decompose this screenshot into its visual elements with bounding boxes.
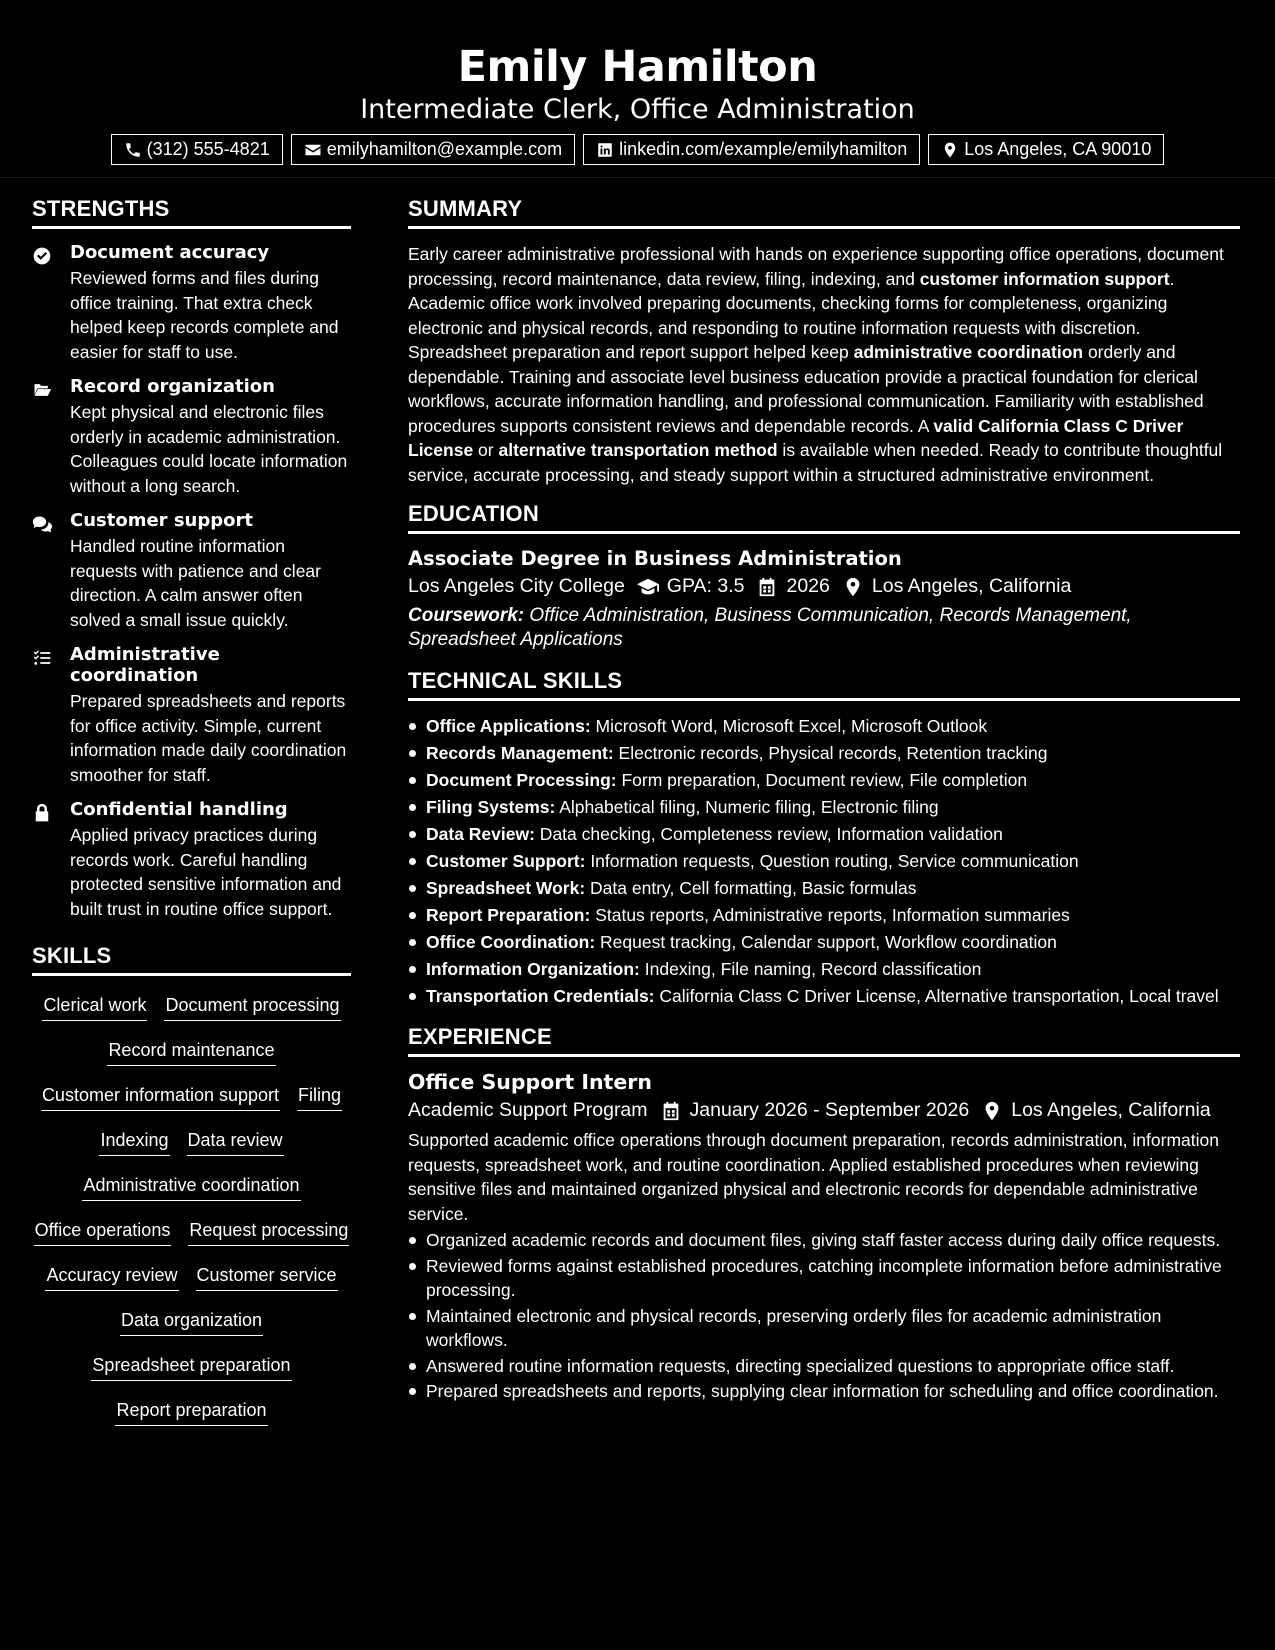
lock-icon: [32, 803, 52, 823]
linkedin-icon: [596, 141, 614, 159]
tech-label: Filing Systems:: [426, 797, 556, 817]
chat-bubbles-icon: [32, 514, 52, 534]
strength-title: Confidential handling: [70, 799, 288, 820]
tech-value: Electronic records, Physical records, Retention tracking: [613, 743, 1048, 763]
summary-part: orderly and dependable. Training and associate level business education provide a practical foundation for clerical workflows, accurate information handling, and professional communication. Familiarity with established procedures supports consistent reviews and dependable records. A: [408, 342, 1204, 436]
degree-title: Associate Degree in Business Administration: [408, 547, 902, 570]
job-description: Supported academic office operations through document preparation, records administration, information requests, spreadsheet work, and routine coordination. Applied established procedures when reviewing sensitive files and maintained organized physical and electronic records for dependable administrative service.: [408, 1130, 1219, 1224]
resume-header: [0, 0, 1275, 178]
list-item: [408, 876, 1240, 900]
skill-tag: Filing: [297, 1083, 342, 1111]
contact-linkedin[interactable]: [583, 134, 920, 165]
strength-desc: Prepared spreadsheets and reports for office activity. Simple, current information made daily coordination smoother for staff.: [70, 691, 347, 785]
tech-value: Status reports, Administrative reports, Information summaries: [590, 905, 1070, 925]
skill-tag: Customer information support: [41, 1083, 280, 1111]
skill-tag: Record maintenance: [107, 1038, 275, 1066]
summary-part: . Academic office work involved preparing documents, checking forms for completeness, organizing electronic and physical records, and responding to routine information requests with discretion. Spreadsheet preparation and report support helped keep: [408, 268, 1175, 362]
contact-email[interactable]: [291, 134, 575, 165]
list-item: Reviewed forms against established procedures, catching incomplete information before administrative processing.: [408, 1254, 1240, 1303]
tech-label: Information Organization:: [426, 959, 640, 979]
tech-label: Transportation Credentials:: [426, 986, 655, 1006]
list-item: [408, 714, 1240, 738]
strengths-heading: STRENGTHS: [32, 196, 351, 229]
summary-highlight: valid California Class C Driver License: [408, 415, 1184, 460]
job-bullets: [408, 1228, 1240, 1404]
graduation-cap-icon: [637, 576, 659, 598]
job-dates: January 2026 - September 2026: [689, 1099, 970, 1121]
tech-value: Form preparation, Document review, File completion: [616, 770, 1028, 790]
strength-desc: Applied privacy practices during records work. Careful handling protected sensitive information and built trust in routine office support.: [70, 825, 342, 919]
tech-label: Customer Support:: [426, 851, 586, 871]
strength-title: Customer support: [70, 510, 253, 531]
strength-desc: Handled routine information requests with patience and clear direction. A calm answer often solved a small issue quickly.: [70, 536, 321, 630]
skill-tag: Accuracy review: [45, 1263, 178, 1291]
summary-highlight: alternative transportation method: [498, 440, 778, 460]
tech-label: Office Coordination:: [426, 932, 596, 952]
tech-value: Indexing, File naming, Record classification: [639, 959, 982, 979]
job-location: Los Angeles, California: [1011, 1099, 1211, 1121]
map-pin-icon: [981, 1100, 1003, 1122]
skills-heading: SKILLS: [32, 943, 351, 976]
skill-tag: Request processing: [188, 1218, 349, 1246]
strength-desc: Reviewed forms and files during office training. That extra check helped keep records complete and easier for staff to use.: [70, 268, 339, 362]
tech-value: Information requests, Question routing, Service communication: [585, 851, 1079, 871]
gpa-text: GPA: 3.5: [666, 575, 745, 597]
map-pin-icon: [842, 576, 864, 598]
list-item: [408, 741, 1240, 765]
summary-heading: SUMMARY: [408, 196, 1240, 229]
folder-open-icon: [32, 380, 52, 400]
school-location: Los Angeles, California: [871, 575, 1072, 597]
left-column: [32, 196, 351, 1443]
contact-bar: [0, 134, 1275, 165]
tech-label: Spreadsheet Work:: [426, 878, 586, 898]
calendar-icon: [756, 576, 778, 598]
contact-location: [928, 134, 1164, 165]
summary-part: or: [473, 440, 499, 460]
list-item: [408, 984, 1240, 1008]
candidate-name: Emily Hamilton: [457, 42, 818, 92]
strength-title: Administrative coordination: [70, 644, 220, 686]
right-column: [408, 196, 1240, 1405]
checklist-icon: [32, 648, 52, 668]
summary-part: is available when needed. Ready to contribute thoughtful service, accurate processing, and steady support within a structured administrative environment.: [408, 440, 1223, 485]
list-item: Prepared spreadsheets and reports, supplying clear information for scheduling and office coordination.: [408, 1379, 1240, 1404]
strength-desc: Kept physical and electronic files orderly in academic administration. Colleagues could locate information without a long search.: [70, 402, 348, 496]
skill-tag: Customer service: [196, 1263, 338, 1291]
tech-label: Report Preparation:: [426, 905, 591, 925]
technical-skills-heading: TECHNICAL SKILLS: [408, 668, 1240, 701]
list-item: [408, 768, 1240, 792]
map-pin-icon: [941, 141, 959, 159]
skill-tag: Report preparation: [115, 1398, 267, 1426]
skill-tag: Document processing: [164, 993, 340, 1021]
tech-value: Data checking, Completeness review, Information validation: [534, 824, 1003, 844]
list-item: [408, 822, 1240, 846]
skill-tag: Office operations: [34, 1218, 172, 1246]
phone-icon: [124, 141, 142, 159]
tech-label: Office Applications:: [426, 716, 591, 736]
tech-label: Data Review:: [426, 824, 535, 844]
education-heading: EDUCATION: [408, 501, 1240, 534]
summary-text: [408, 242, 1240, 487]
experience-heading: EXPERIENCE: [408, 1024, 1240, 1057]
candidate-role: Intermediate Clerk, Office Administration: [360, 94, 915, 125]
envelope-icon: [304, 141, 322, 159]
skill-tag: Indexing: [99, 1128, 169, 1156]
summary-highlight: customer information support: [919, 268, 1170, 289]
strength-item: [32, 644, 351, 787]
job-title: Office Support Intern: [408, 1070, 652, 1094]
tech-value: Alphabetical filing, Numeric filing, Electronic filing: [555, 797, 939, 817]
coursework: [408, 604, 1240, 652]
job-org: Academic Support Program: [408, 1099, 648, 1121]
list-item: [408, 849, 1240, 873]
coursework-label: Coursework:: [408, 605, 525, 626]
tech-value: Data entry, Cell formatting, Basic formulas: [585, 878, 917, 898]
strength-item: [32, 376, 351, 498]
phone-text: (312) 555-4821: [146, 139, 270, 159]
location-text: Los Angeles, CA 90010: [964, 139, 1152, 159]
email-text: emilyhamilton@example.com: [326, 139, 563, 159]
list-item: [408, 930, 1240, 954]
skills-list: [32, 993, 351, 1443]
skill-tag: Data organization: [120, 1308, 263, 1336]
tech-label: Records Management:: [426, 743, 614, 763]
check-circle-icon: [32, 246, 52, 266]
school-name: Los Angeles City College: [408, 575, 625, 597]
skill-tag: Data review: [187, 1128, 284, 1156]
list-item: [408, 903, 1240, 927]
tech-value: Request tracking, Calendar support, Workflow coordination: [595, 932, 1057, 952]
coursework-list: Office Administration, Business Communication, Records Management, Spreadsheet Applications: [408, 605, 1132, 650]
linkedin-text: linkedin.com/example/emilyhamilton: [619, 139, 908, 159]
list-item: Answered routine information requests, directing specialized questions to appropriate office staff.: [408, 1354, 1240, 1379]
list-item: Organized academic records and document files, giving staff faster access during daily office requests.: [408, 1228, 1240, 1253]
list-item: [408, 957, 1240, 981]
strength-item: [32, 799, 351, 921]
strength-item: [32, 242, 351, 364]
summary-highlight: administrative coordination: [853, 342, 1084, 362]
list-item: [408, 795, 1240, 819]
technical-skills-list: [408, 714, 1240, 1008]
strength-title: Record organization: [70, 376, 275, 397]
calendar-icon: [660, 1100, 682, 1122]
summary-part: Early career administrative professional with hands on experience supporting office operations, document processing, record maintenance, data review, filing, indexing, and: [408, 244, 1224, 289]
job-meta: [408, 1099, 1240, 1122]
tech-value: California Class C Driver License, Alternative transportation, Local travel: [654, 986, 1219, 1006]
education-meta: [408, 575, 1240, 598]
tech-label: Document Processing:: [426, 770, 617, 790]
skill-tag: Clerical work: [42, 993, 147, 1021]
skill-tag: Spreadsheet preparation: [91, 1353, 291, 1381]
strength-title: Document accuracy: [70, 242, 270, 263]
list-item: Maintained electronic and physical records, preserving orderly files for academic administration workflows.: [408, 1304, 1240, 1353]
skill-tag: Administrative coordination: [82, 1173, 300, 1201]
tech-value: Microsoft Word, Microsoft Excel, Microsoft Outlook: [590, 716, 988, 736]
contact-phone[interactable]: [111, 134, 283, 165]
strength-item: [32, 510, 351, 632]
graduation-year: 2026: [786, 575, 830, 597]
